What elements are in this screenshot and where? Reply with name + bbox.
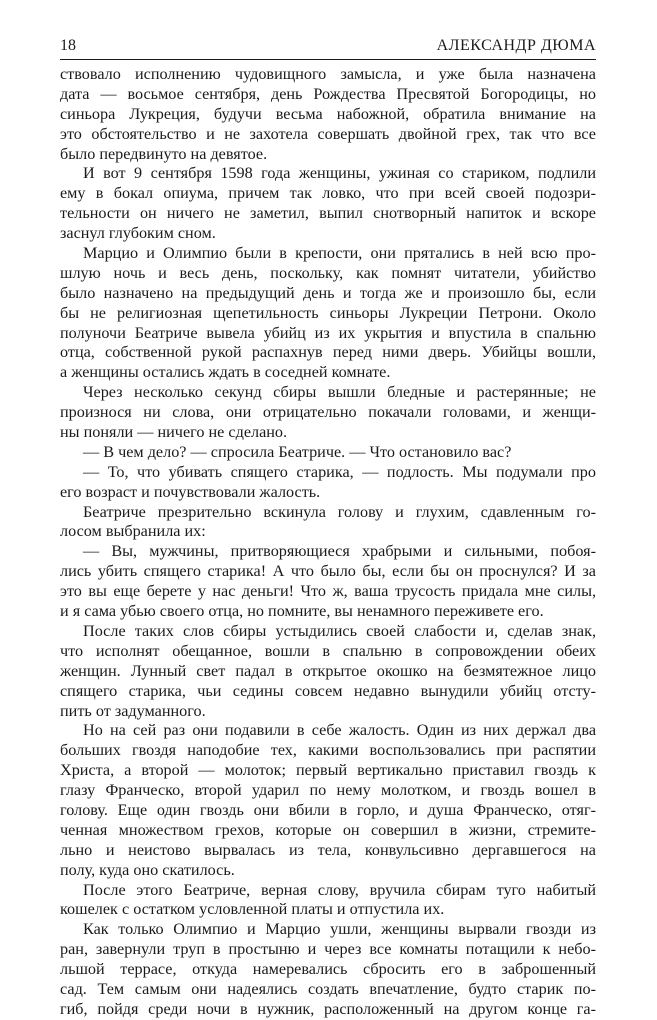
text-line: — Вы, мужчины, притворяющиеся храбрыми и сильными, побоя- (83, 542, 596, 561)
text-line: Через несколько секунд сбиры вышли бледные и растерянные; не (83, 383, 596, 402)
text-line: гиб, пойдя среди ночи в нужник, расположенный на другом конце га- (60, 999, 596, 1018)
text-line: и я сама убью своего отца, но помните, вы ненамного переживете его. (60, 602, 544, 621)
text-line: было назначено на предыдущий день и тогда же и произошло бы, если (60, 283, 596, 302)
text-line: пить от задуманного. (60, 701, 206, 720)
text-line: ченная множеством грехов, которые он совершил в жизни, стремите- (60, 820, 596, 839)
text-line: Марцио и Олимпио были в крепости, они прятались в ней всю про- (83, 244, 596, 263)
text-line: шлую ночь и весь день, поскольку, как помнят читатели, убийство (60, 263, 596, 282)
text-line: После таких слов сбиры устыдились своей слабости и, сделав знак, (83, 621, 596, 640)
text-line: После этого Беатриче, верная слову, вручила сбирам туго набитый (83, 880, 596, 899)
text-line: бы не религиозная щепетильность синьоры Лукреции Петрони. Около (60, 303, 596, 322)
text-line: а женщины остались ждать в соседней комнате. (60, 363, 391, 382)
text-line: сад. Тем самым они надеялись создать впечатление, будто старик по- (60, 979, 596, 998)
body-text (60, 65, 596, 1020)
text-line: льно и неистово вырвалась из тела, конвульсивно дергавшегося на (60, 840, 596, 859)
text-line: кошелек с остатком условленной платы и отпустила их. (60, 900, 445, 919)
text-line: ран, завернули труп в простыню и через все комнаты потащили к небо- (60, 940, 596, 959)
text-line: лосом выбранила их: (60, 522, 206, 541)
text-line: женщин. Лунный свет падал в открытое окошко на безмятежное лицо (60, 661, 596, 680)
text-line: — То, что убивать спящего старика, — подлость. Мы подумали про (83, 462, 596, 481)
text-line: лись убить спящего старика! А что было бы, если бы он проснулся? И за (60, 562, 596, 581)
text-line: полу, куда оно скатилось. (60, 860, 235, 879)
text-line: больших гвоздя наподобие тех, какими воспользовались при распятии (60, 741, 596, 760)
text-line: Но на сей раз они подавили в себе жалость. Один из них держал два (83, 721, 596, 740)
text-line: глазу Франческо, второй ударил по нему молотком, и гвоздь вошел в (60, 781, 596, 800)
text-line: полуночи Беатриче вывела убийц из их укрытия и впустила в спальню (60, 323, 596, 342)
text-line: отца, собственной рукой распахнув перед ними дверь. Убийцы вошли, (60, 343, 596, 362)
text-line: спящего старика, чьи седины совсем недавно вынудили убийц отсту- (60, 681, 596, 700)
text-line: — В чем дело? — спросила Беатриче. — Что остановило вас? (83, 442, 512, 461)
text-line: синьора Лукреция, будучи весьма набожной, обратила внимание на (60, 104, 596, 123)
text-line: дата — восьмое сентября, день Рождества Пресвятой Богородицы, но (60, 84, 596, 103)
text-line: ны поняли — ничего не сделано. (60, 423, 288, 442)
page-number: 18 (60, 37, 76, 54)
text-line: Беатриче презрительно вскинула голову и глухим, сдавленным го- (83, 502, 596, 521)
text-line: тельности он ничего не заметил, выпил снотворный напиток и вскоре (60, 204, 596, 223)
text-line: его возраст и почувствовали жалость. (60, 482, 321, 501)
text-line: заснул глубоким сном. (60, 224, 216, 243)
text-line: было передвинуто на девятое. (60, 144, 268, 163)
book-page (60, 36, 596, 1020)
text-line: ствовало исполнению чудовищного замысла, и уже была назначена (60, 65, 596, 83)
text-line: Как только Олимпио и Марцио ушли, женщины вырвали гвозди из (83, 920, 596, 939)
text-line: что исполнят обещанное, вошли в спальню в сопровождении обеих (60, 641, 596, 660)
text-line: это обстоятельство и не захотела совершать двойной грех, так что все (60, 124, 596, 143)
text-line: ему в бокал опиума, причем так ловко, что при всей своей подозри- (60, 184, 596, 203)
text-line: произнося ни слова, они отрицательно покачали головами, и женщи- (60, 403, 596, 422)
text-line: голову. Еще один гвоздь они вбили в горло, и душа Франческо, отяг- (60, 800, 596, 819)
text-line: Христа, а второй — молоток; первый вертикально приставил гвоздь к (60, 761, 596, 780)
text-line: льшой террасе, откуда намеревались сбросить его в заброшенный (60, 960, 596, 979)
text-line: И вот 9 сентября 1598 года женщины, ужиная со стариком, подлили (83, 164, 596, 183)
running-head (60, 36, 596, 60)
running-head-author: АЛЕКСАНДР ДЮМА (436, 37, 596, 54)
text-line: это вы еще берете у нас деньги! Что ж, ваша трусость придала мне силы, (60, 582, 596, 601)
